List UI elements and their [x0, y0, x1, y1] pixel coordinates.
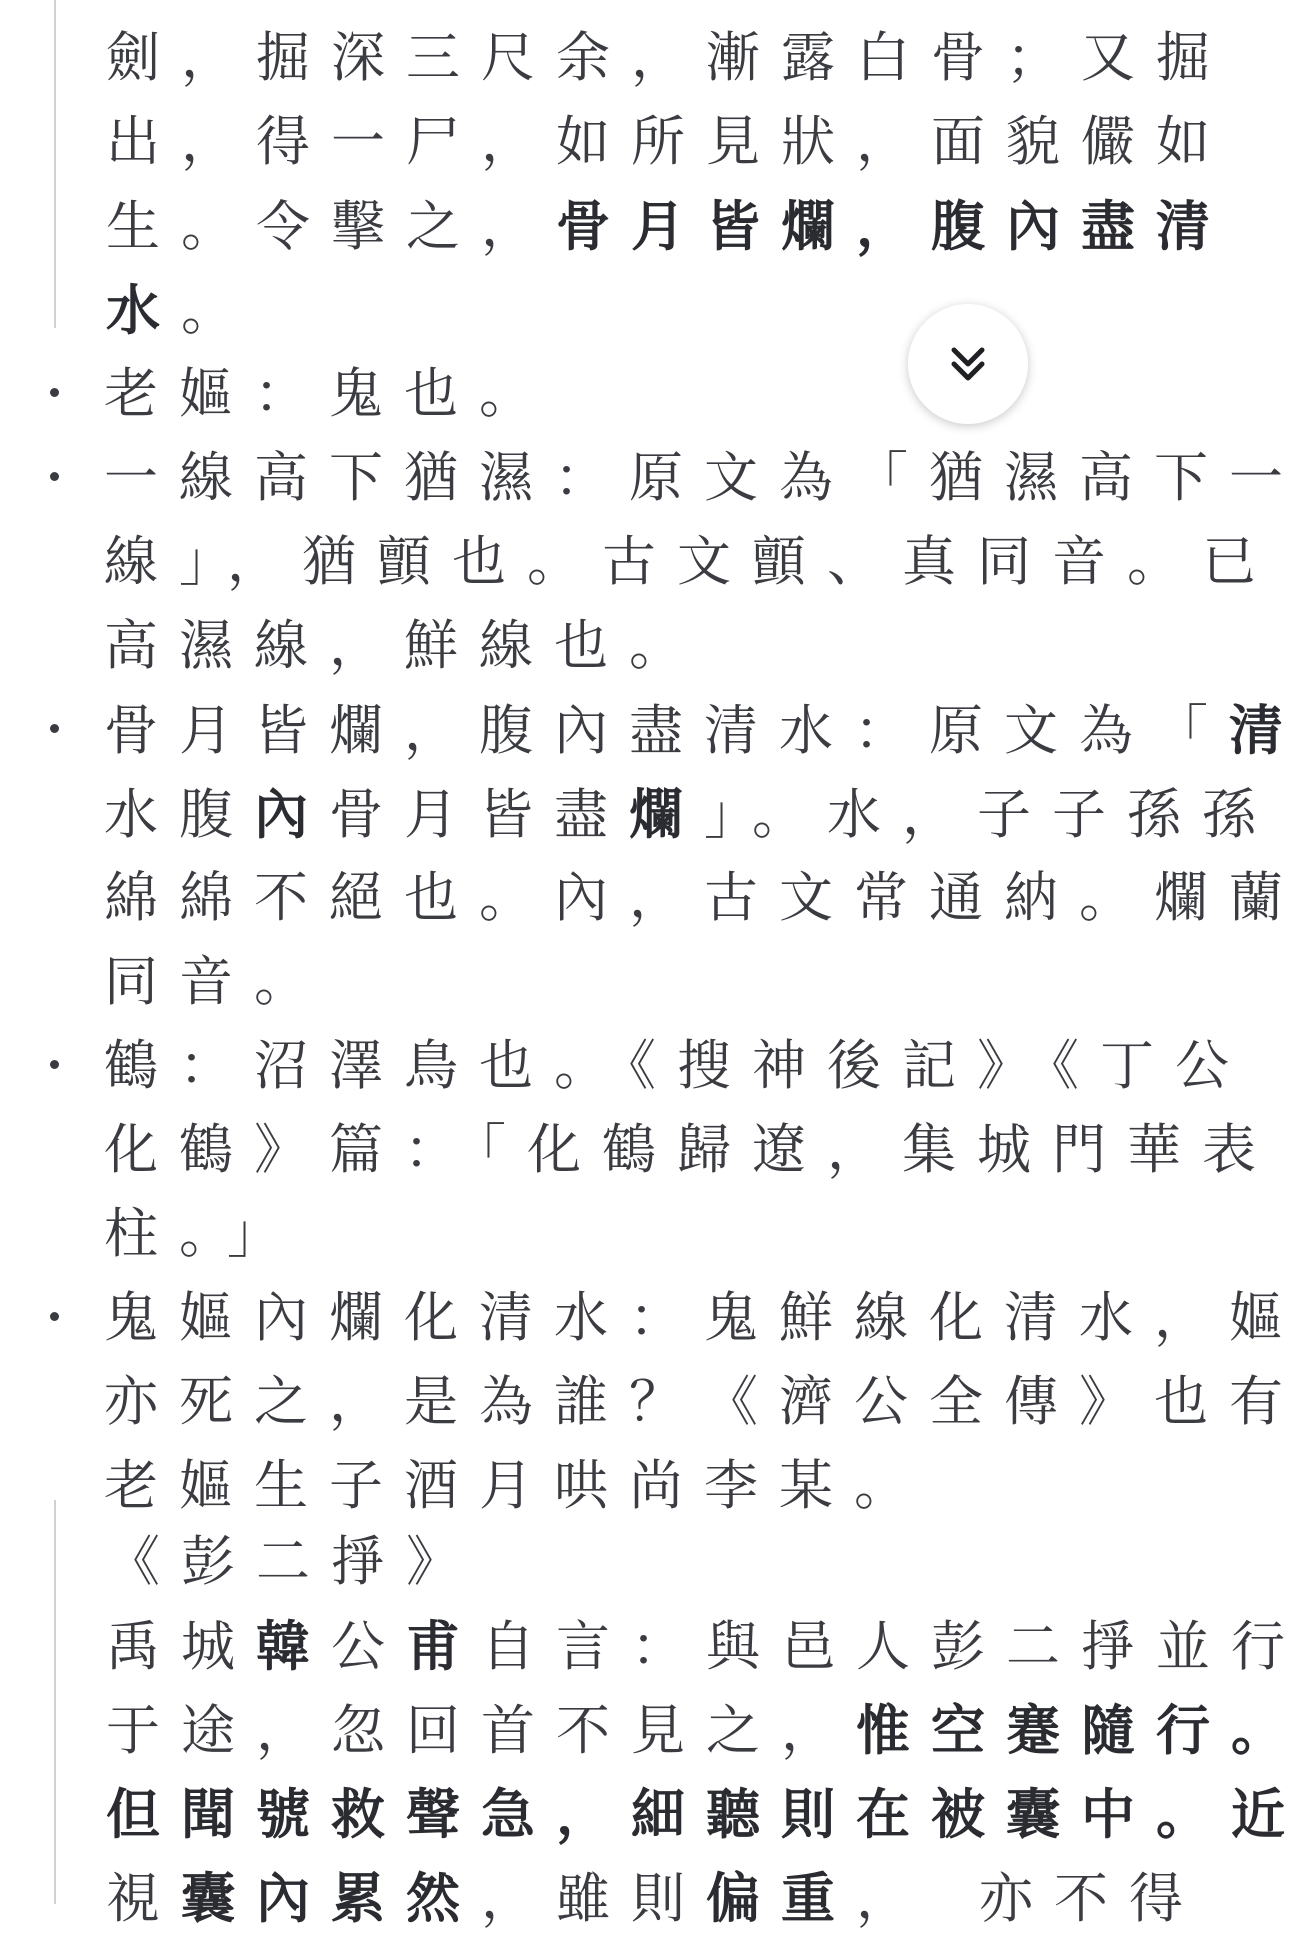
- list-line: [104, 1360, 1304, 1444]
- text-segment: 綿綿不絕也。內，古文常通納。爛蘭: [104, 866, 1304, 929]
- bullet-icon: [50, 1312, 59, 1321]
- quote-line: [106, 100, 1231, 184]
- text-segment: 鶴：沼澤鳥也。《搜神後記》《丁公: [104, 1034, 1250, 1097]
- quote-line: [106, 16, 1231, 100]
- list-line: [104, 1192, 1080, 1276]
- quote-line: [106, 1772, 1306, 1856]
- bold-text-segment: 骨月皆爛，腹內盡清: [556, 194, 1231, 258]
- text-segment: 。: [181, 279, 256, 342]
- list-line: [104, 940, 1080, 1024]
- annotation-list: [0, 352, 1304, 1528]
- bold-text-segment: 甫: [406, 1614, 481, 1678]
- list-line: [104, 856, 1304, 940]
- text-segment: ，雖則: [481, 1867, 706, 1930]
- double-chevron-down-icon: [946, 342, 990, 386]
- bold-text-segment: 但聞號救聲急，細聽則在被囊中。近: [106, 1782, 1306, 1846]
- text-segment: 化鶴》篇：「化鶴歸遼，集城門華表: [104, 1118, 1277, 1181]
- text-segment: 亦死之，是為誰？《濟公全傳》也有: [104, 1370, 1304, 1433]
- text-segment: 于途，忽回首不見之，: [106, 1699, 856, 1762]
- list-item: [0, 688, 1304, 1024]
- list-item: [0, 436, 1304, 688]
- text-segment: 視: [106, 1867, 181, 1930]
- bold-text-segment: 惟空蹇隨行。: [856, 1698, 1306, 1762]
- text-segment: 鬼嫗內爛化清水：鬼鮮線化清水，嫗: [104, 1286, 1304, 1349]
- text-segment: 高濕線，鮮線也。: [104, 614, 704, 677]
- bullet-icon: [50, 1060, 59, 1069]
- quote-line: [106, 1688, 1306, 1772]
- bullet-icon: [50, 724, 59, 733]
- text-segment: 同音。: [104, 950, 329, 1013]
- text-segment: 公: [331, 1615, 406, 1678]
- list-item: [0, 1276, 1304, 1528]
- bold-text-segment: 韓: [256, 1614, 331, 1678]
- bullet-icon: [50, 388, 59, 397]
- bold-text-segment: 內: [254, 782, 329, 846]
- text-segment: 劍，掘深三尺余，漸露白骨；又掘: [106, 26, 1231, 89]
- list-line: [104, 436, 1304, 520]
- text-segment: 」。水，子子孫孫: [704, 783, 1277, 846]
- text-segment: 出，得一尸，如所見狀，面貌儼如: [106, 110, 1231, 173]
- blockquote-bottom: [54, 1500, 1306, 1930]
- quote-line: [106, 184, 1231, 268]
- scroll-down-button[interactable]: [908, 304, 1028, 424]
- list-line: [104, 604, 1080, 688]
- list-line: [104, 1024, 1250, 1108]
- text-segment: 禹城: [106, 1615, 256, 1678]
- list-item: [0, 1024, 1277, 1276]
- text-segment: 一線高下猶濕：原文為「猶濕高下一: [104, 446, 1304, 509]
- blockquote-top: [54, 0, 1231, 342]
- quote-title: 《彭二掙》: [106, 1530, 481, 1593]
- list-line: [104, 520, 1277, 604]
- text-segment: ， 亦不得: [856, 1867, 1204, 1930]
- text-segment: 生。令擊之，: [106, 195, 556, 258]
- list-line: [104, 772, 1277, 856]
- text-segment: 骨月皆爛，腹內盡清水：原文為「: [104, 699, 1229, 762]
- bold-text-segment: 清: [1229, 698, 1304, 762]
- list-line: [104, 1276, 1304, 1360]
- text-segment: 老嫗：鬼也。: [104, 362, 554, 425]
- bullet-icon: [50, 472, 59, 481]
- text-segment: 柱。」: [104, 1202, 302, 1265]
- text-segment: 線」，猶顫也。古文顫、真同音。已: [104, 530, 1277, 593]
- text-segment: 骨月皆盡: [329, 783, 629, 846]
- bold-text-segment: 水: [106, 278, 181, 342]
- text-segment: 自言：與邑人彭二掙並行: [481, 1615, 1306, 1678]
- bold-text-segment: 偏重: [706, 1866, 856, 1930]
- list-line: [104, 688, 1304, 772]
- text-segment: 水腹: [104, 783, 254, 846]
- bold-text-segment: 囊內累然: [181, 1866, 481, 1930]
- bold-text-segment: 爛: [629, 782, 704, 846]
- list-line: [104, 1108, 1277, 1192]
- quote-line: [106, 1856, 1204, 1940]
- quote-line: [106, 1604, 1306, 1688]
- text-segment: 老嫗生子酒月哄尚李某。: [104, 1454, 929, 1517]
- quote-line: [106, 268, 1014, 352]
